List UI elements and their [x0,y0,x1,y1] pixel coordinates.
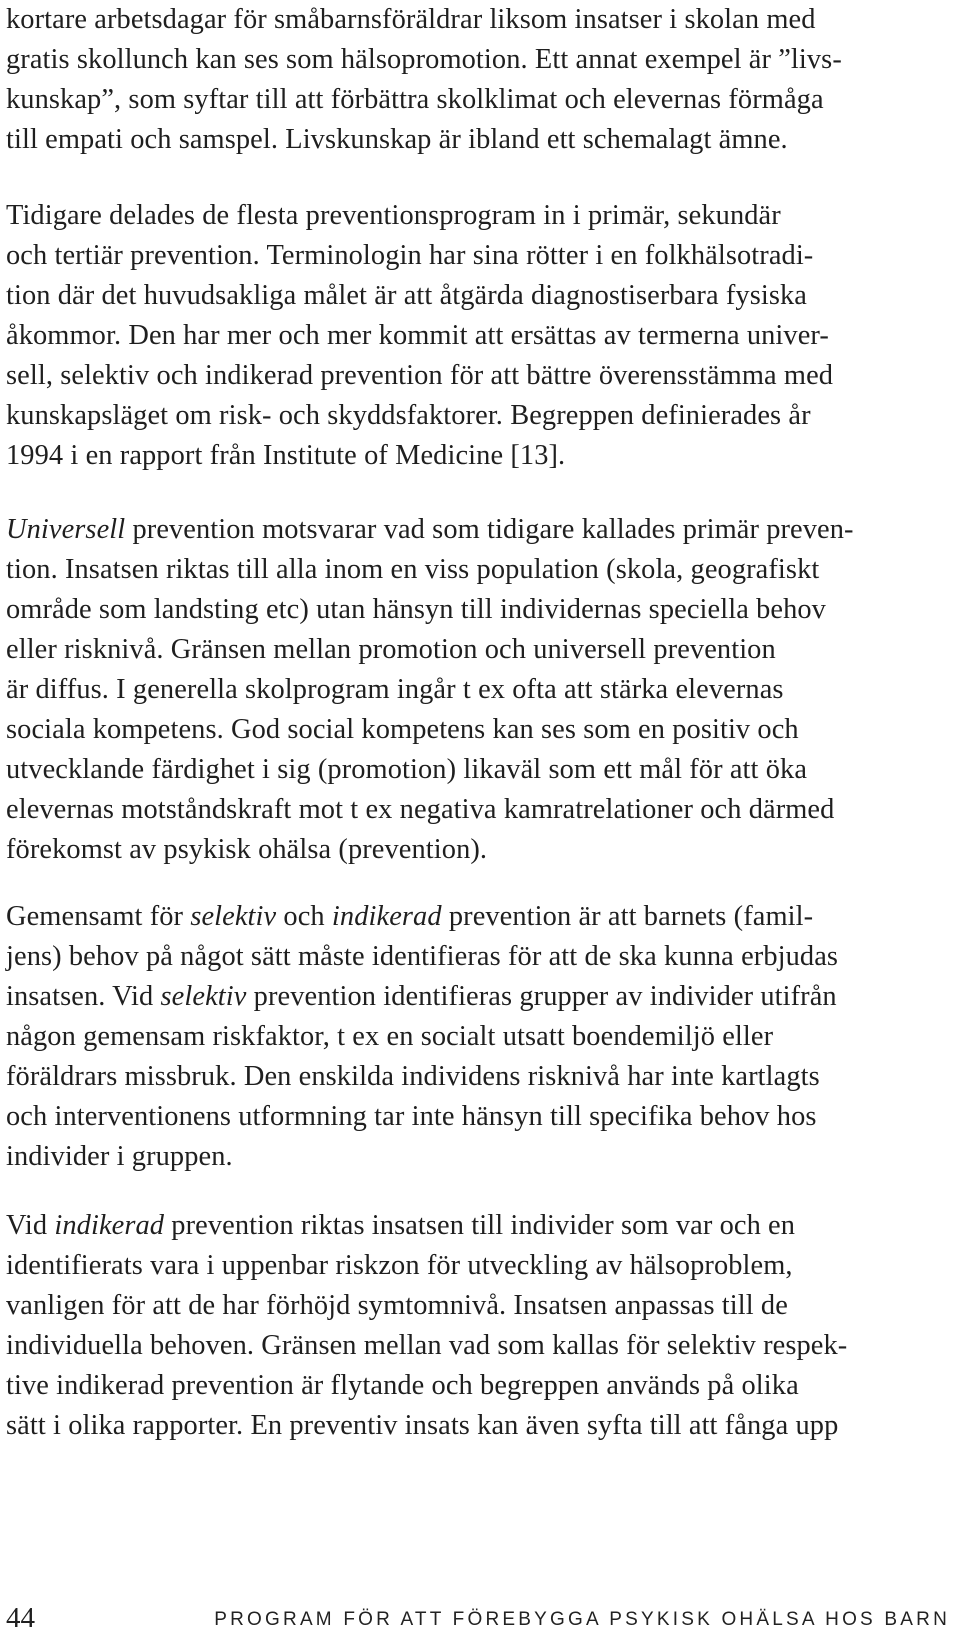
text-line: 1994 i en rapport från Institute of Medicine [13]. [6,440,566,471]
paragraph-universal-prevention [6,510,854,870]
text-line: elevernas motståndskraft mot t ex negativa kamratrelationer och därmed [6,794,835,825]
text-line: sell, selektiv och indikerad prevention för att bättre överensstämma med [6,360,834,391]
text-line: kunskapsläget om risk- och skyddsfaktorer. Begreppen definierades år [6,400,811,431]
text-run: insatsen. Vid [6,981,161,1012]
text-run: och [276,901,332,932]
text-line: identifierats vara i uppenbar riskzon för utveckling av hälsoproblem, [6,1250,793,1281]
term-selektiv: selektiv [160,981,247,1012]
text-line [6,1206,847,1246]
text-line: är diffus. I generella skolprogram ingår t ex ofta att stärka elevernas [6,674,784,705]
text-line: föräldrars missbruk. Den enskilda individens risknivå har inte kartlagts [6,1061,820,1092]
paragraph-indicated-prevention [6,1206,847,1446]
term-indikerad: indikerad [331,901,442,932]
text-line: och interventionens utformning tar inte hänsyn till specifika behov hos [6,1101,817,1132]
text-line: sociala kompetens. God social kompetens kan ses som en positiv och [6,714,799,745]
text-run: prevention identifieras grupper av individer utifrån [246,981,837,1012]
page-number: 44 [6,1602,35,1634]
text-line: gratis skollunch kan ses som hälsopromotion. Ett annat exempel är ”livs- [6,44,842,75]
text-line: tion. Insatsen riktas till alla inom en viss population (skola, geografiskt [6,554,820,585]
term-universell: Universell [6,514,126,545]
text-line: individer i gruppen. [6,1141,233,1172]
text-line: åkommor. Den har mer och mer kommit att ersättas av termerna univer- [6,320,829,351]
text-line: tive indikerad prevention är flytande och begreppen används på olika [6,1370,799,1401]
page-footer [6,1598,950,1638]
term-selektiv: selektiv [190,901,277,932]
text-line [6,897,838,937]
text-line: utvecklande färdighet i sig (promotion) likaväl som ett mål för att öka [6,754,808,785]
text-line: vanligen för att de har förhöjd symtomnivå. Insatsen anpassas till de [6,1290,788,1321]
text-line: eller risknivå. Gränsen mellan promotion och universell prevention [6,634,776,665]
text-run: prevention är att barnets (famil- [441,901,814,932]
paragraph-health-promotion [6,0,842,160]
text-line: kunskap”, som syftar till att förbättra skolklimat och elevernas förmåga [6,84,824,115]
text-run: prevention motsvarar vad som tidigare kallades primär preven- [125,514,854,545]
paragraph-terminology [6,196,833,476]
text-line: någon gemensam riskfaktor, t ex en socialt utsatt boendemiljö eller [6,1021,774,1052]
text-line: Tidigare delades de flesta preventionsprogram in i primär, sekundär [6,200,781,231]
text-line: tion där det huvudsakliga målet är att åtgärda diagnostiserbara fysiska [6,280,807,311]
text-line [6,510,854,550]
text-line [6,977,838,1017]
text-run: Gemensamt för [6,901,191,932]
text-line: kortare arbetsdagar för småbarnsföräldrar liksom insatser i skolan med [6,4,816,35]
term-indikerad: indikerad [54,1210,165,1241]
text-run: Vid [6,1210,55,1241]
text-line: och tertiär prevention. Terminologin har sina rötter i en folkhälsotradi- [6,240,814,271]
text-line: sätt i olika rapporter. En preventiv insats kan även syfta till att fånga upp [6,1410,839,1441]
paragraph-selective-indicated [6,897,838,1177]
text-run: prevention riktas insatsen till individer som var och en [164,1210,796,1241]
text-line: jens) behov på något sätt måste identifieras för att de ska kunna erbjudas [6,941,839,972]
text-line: individuella behoven. Gränsen mellan vad som kallas för selektiv respek- [6,1330,848,1361]
document-page [6,0,950,1647]
text-line: område som landsting etc) utan hänsyn till individernas speciella behov [6,594,826,625]
running-title: PROGRAM FÖR ATT FÖREBYGGA PSYKISK OHÄLSA HOS BARN [214,1609,950,1630]
text-line: förekomst av psykisk ohälsa (prevention). [6,834,488,865]
text-line: till empati och samspel. Livskunskap är ibland ett schemalagt ämne. [6,124,788,155]
